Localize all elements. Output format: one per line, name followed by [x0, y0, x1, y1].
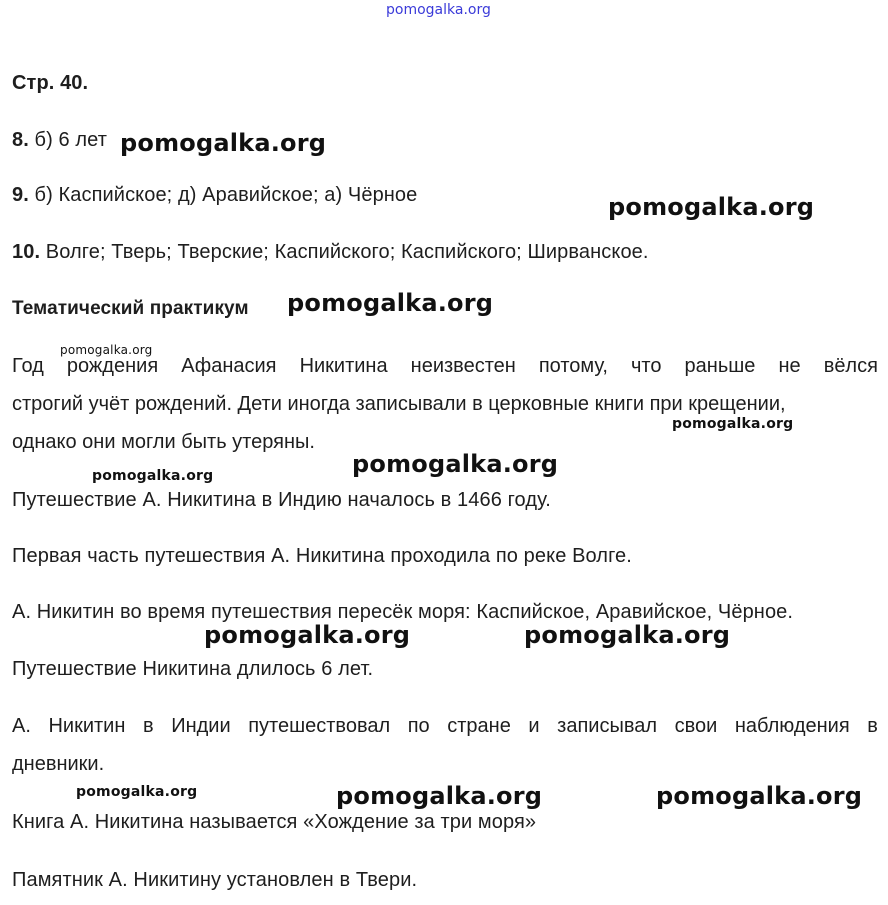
word: в	[867, 715, 878, 737]
word: А.	[12, 715, 31, 737]
watermark: pomogalka.org	[92, 468, 214, 484]
watermark: pomogalka.org	[656, 782, 863, 810]
statement-duration: Путешествие Никитина длилось 6 лет.	[12, 658, 374, 680]
word: вёлся	[823, 355, 878, 377]
word: свои	[674, 715, 718, 737]
paragraph-line-2: дневники.	[12, 753, 105, 775]
answer-number: 10.	[12, 241, 41, 263]
word: не	[778, 355, 801, 377]
statement-volga: Первая часть путешествия А. Никитина проходила по реке Волге.	[12, 545, 632, 567]
statement-journey-start: Путешествие А. Никитина в Индию началось в 1466 году.	[12, 489, 551, 511]
word: неизвестен	[410, 355, 516, 377]
paragraph-line-2: строгий учёт рождений. Дети иногда записывали в церковные книги при крещении,	[12, 393, 786, 415]
word: записывал	[557, 715, 658, 737]
word: по	[407, 715, 430, 737]
watermark: pomogalka.org	[608, 193, 815, 221]
watermark: pomogalka.org	[76, 784, 198, 800]
watermark: pomogalka.org	[204, 621, 411, 649]
page-label: Стр. 40.	[12, 72, 89, 94]
section-heading: Тематический практикум	[12, 298, 249, 319]
watermark: pomogalka.org	[336, 782, 543, 810]
statement-monument: Памятник А. Никитину установлен в Твери.	[12, 869, 418, 891]
watermark: pomogalka.org	[60, 343, 153, 357]
word: Никитин	[48, 715, 126, 737]
word: стране	[447, 715, 511, 737]
word: Никитина	[299, 355, 388, 377]
word: Афанасия	[181, 355, 277, 377]
paragraph-line-3: однако они могли быть утеряны.	[12, 431, 315, 453]
statement-book: Книга А. Никитина называется «Хождение за три моря»	[12, 811, 537, 833]
answer-8	[12, 121, 107, 159]
answer-text: б) Каспийское; д) Аравийское; а) Чёрное	[28, 184, 418, 206]
watermark: pomogalka.org	[287, 289, 494, 317]
word: путешествовал	[248, 715, 391, 737]
top-watermark: pomogalka.org	[386, 2, 491, 18]
answer-number: 8.	[12, 129, 29, 151]
word: наблюдения	[734, 715, 850, 737]
paragraph-birth-year	[12, 347, 878, 461]
justified-line-1	[12, 707, 878, 745]
watermark: pomogalka.org	[672, 416, 794, 432]
word: рождения	[66, 355, 159, 377]
answer-number: 9.	[12, 184, 29, 206]
answer-text: б) 6 лет	[28, 129, 107, 151]
word: Индии	[171, 715, 231, 737]
word: потому,	[538, 355, 608, 377]
watermark: pomogalka.org	[120, 129, 327, 157]
answer-text: Волге; Тверь; Тверские; Каспийского; Каспийского; Ширванское.	[40, 241, 649, 263]
statement-seas: А. Никитин во время путешествия пересёк моря: Каспийское, Аравийское, Чёрное.	[12, 601, 794, 623]
answer-9	[12, 176, 417, 214]
answer-10	[12, 233, 649, 271]
statement-india	[12, 707, 878, 783]
word: что	[631, 355, 662, 377]
watermark: pomogalka.org	[352, 450, 559, 478]
word: раньше	[684, 355, 756, 377]
watermark: pomogalka.org	[524, 621, 731, 649]
word: Год	[12, 355, 44, 377]
word: в	[142, 715, 154, 737]
word: и	[528, 715, 540, 737]
